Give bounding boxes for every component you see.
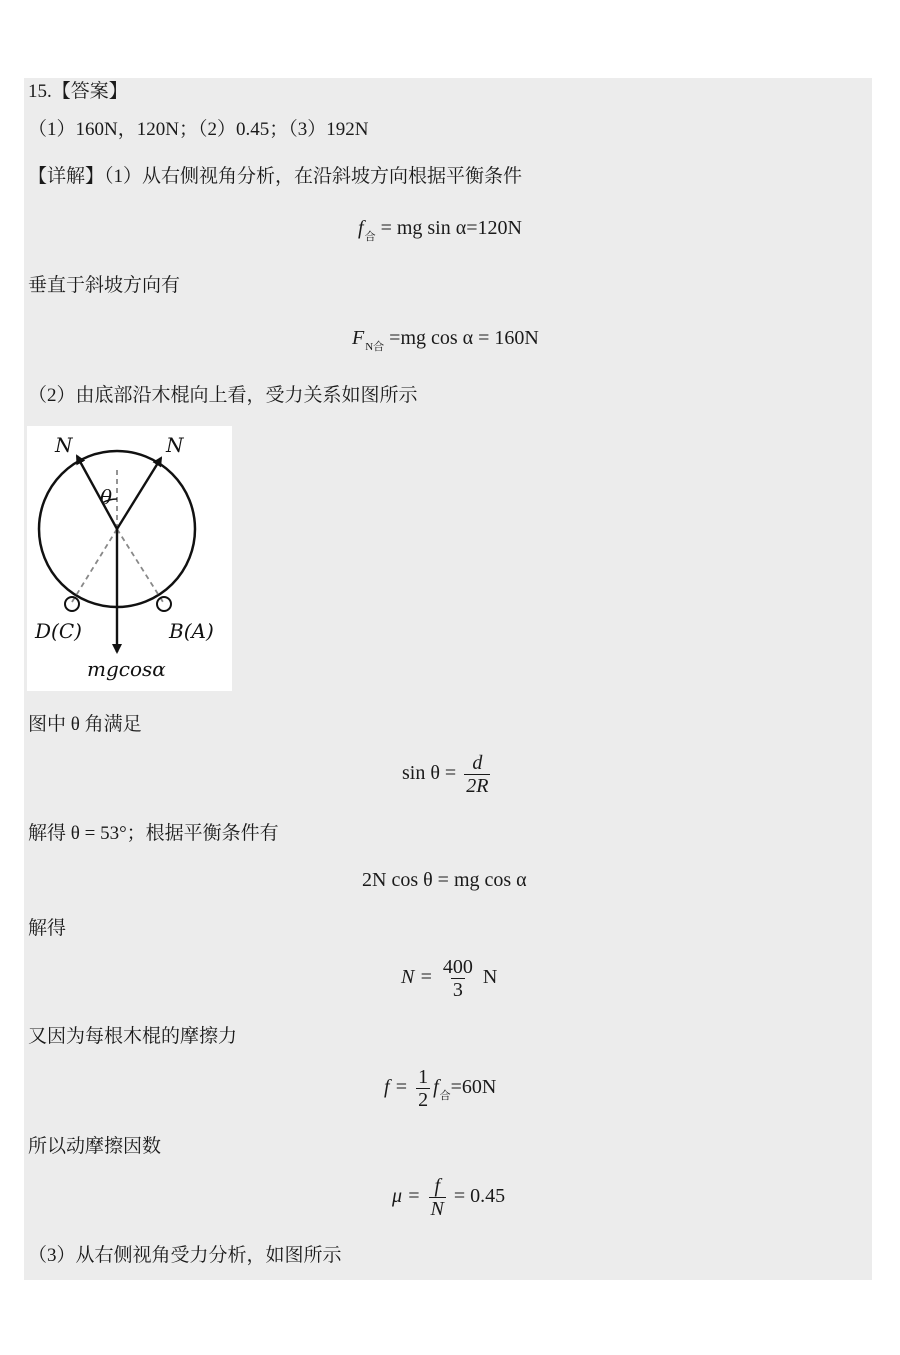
part2-intro: （2）由底部沿木棍向上看，受力关系如图所示 xyxy=(28,385,418,406)
rod-ba-circle xyxy=(157,597,171,611)
equation-sin-theta: sin θ = $\frac{d}{2R}$ xyxy=(402,752,489,797)
label-b-a: B(A) xyxy=(169,619,214,643)
label-mg-cos-alpha: mgcosα xyxy=(87,657,166,681)
mu-text: 所以动摩擦因数 xyxy=(28,1136,162,1157)
equation-friction-each: f = $\frac{1}{2}$ $f_合=60N$ xyxy=(384,1066,497,1111)
friction-text: 又因为每根木棍的摩擦力 xyxy=(28,1026,238,1047)
label-n-right: N xyxy=(166,433,184,457)
equation-normal-sum: $F_{N合} =mg$ cos α = 160N xyxy=(352,327,539,353)
equation-normal-force: N = $\frac{400}{3}$ N xyxy=(401,956,498,1001)
answer-summary: （1）160N，120N；（2）0.45；（3）192N xyxy=(28,119,369,140)
dashed-line-right xyxy=(117,529,163,602)
part3-intro: （3）从右侧视角受力分析，如图所示 xyxy=(28,1245,342,1266)
label-n-left: N xyxy=(55,433,73,457)
detail-intro: 【详解】（1）从右侧视角分析，在沿斜坡方向根据平衡条件 xyxy=(28,166,523,187)
solve-theta-text: 解得 θ = 53°；根据平衡条件有 xyxy=(28,823,279,844)
equation-mu: μ = $\frac{f}{N}$ = 0.45 xyxy=(392,1175,506,1220)
theta-text: 图中 θ 角满足 xyxy=(28,714,142,735)
label-theta: θ xyxy=(100,485,113,509)
dashed-line-left xyxy=(72,529,117,602)
solve-label: 解得 xyxy=(28,918,67,939)
equation-friction-sum: $f_合$ = mg sin α=120N xyxy=(358,217,522,243)
label-d-c: D(C) xyxy=(35,619,82,643)
question-header: 15.【答案】 xyxy=(28,81,128,102)
text-perpendicular: 垂直于斜坡方向有 xyxy=(28,275,181,296)
normal-force-right-arrow xyxy=(117,458,161,529)
rod-dc-circle xyxy=(65,597,79,611)
force-diagram xyxy=(27,426,232,691)
equation-balance: 2N cos θ = mg cos α xyxy=(362,869,527,891)
